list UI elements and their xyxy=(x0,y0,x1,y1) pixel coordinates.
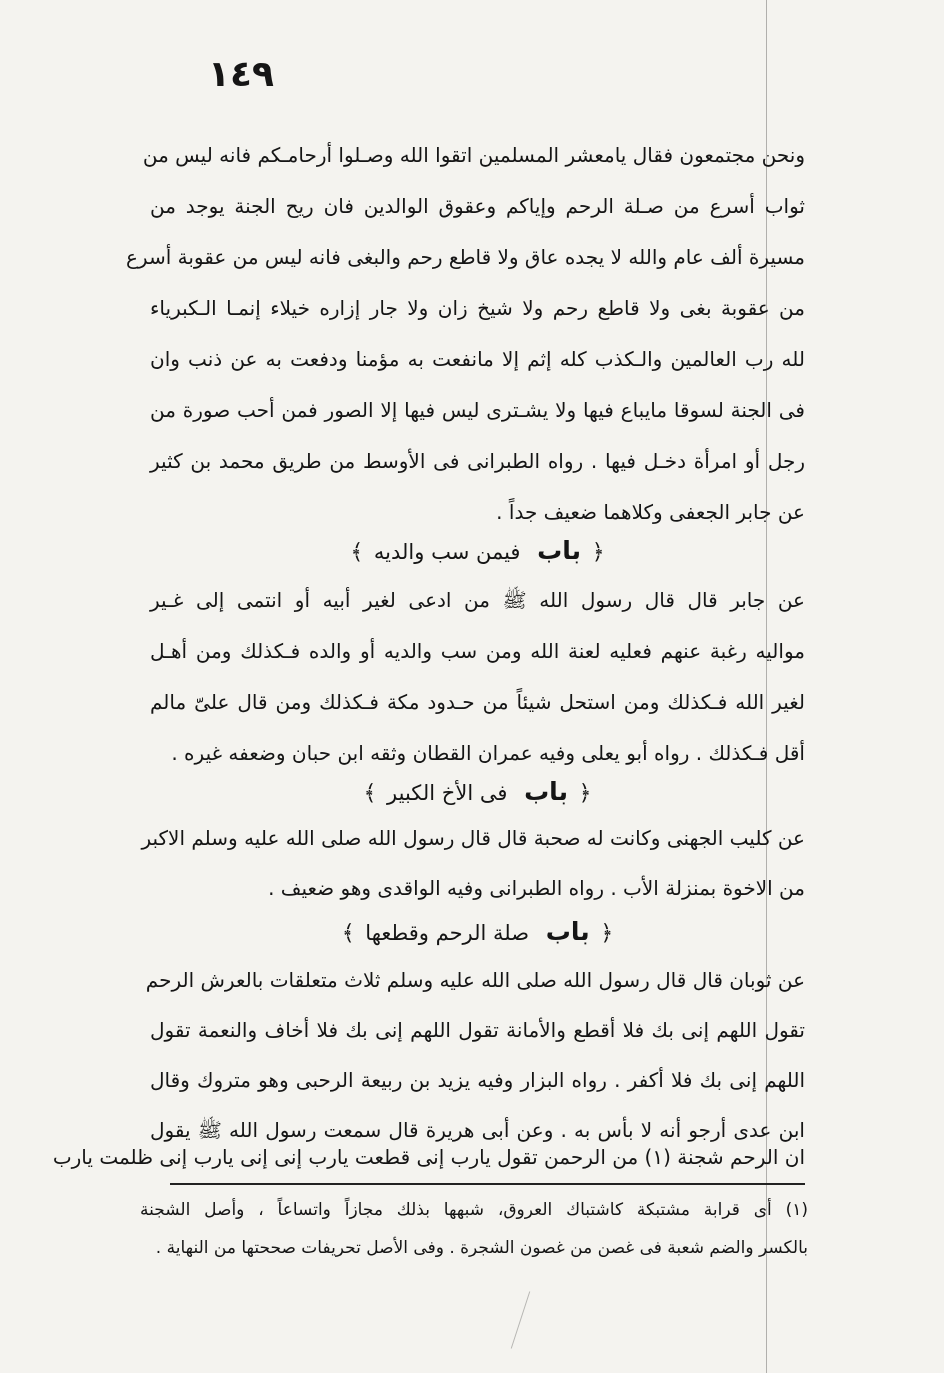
scan-mark xyxy=(511,1291,530,1348)
text-line: من الاخوة بمنزلة الأب . رواه الطبرانى وفيه الواقدى وهو ضعيف . xyxy=(268,876,805,900)
section-heading xyxy=(150,915,805,951)
heading-title: فى الأخ الكبير xyxy=(387,781,508,805)
text-line: عن كليب الجهنى وكانت له صحبة قال قال رسول الله صلى الله عليه وسلم الاكبر xyxy=(141,826,805,850)
text-line: ان الرحم شجنة (١) من الرحمن تقول يارب إنى قطعت يارب إنى إنى يارب إنى ظلمت يارب xyxy=(52,1145,805,1169)
text-line: عن جابر الجعفى وكلاهما ضعيف جداً . xyxy=(496,500,805,524)
footnote-line: (١) أى قرابة مشتبكة كاشتباك العروق، شبهها بذلك مجازاً واتساعاً ، وأصل الشجنة xyxy=(140,1200,808,1220)
text-line: أقل فـكذلك . رواه أبو يعلى وفيه عمران القطان وثقه ابن حبان وضعفه غيره . xyxy=(171,741,805,765)
heading-bracket-close: ﴾ xyxy=(341,921,355,946)
text-line: ونحن مجتمعون فقال يامعشر المسلمين اتقوا الله وصـلوا أرحامـكم فانه ليس من xyxy=(142,143,805,167)
text-line: رجل أو امرأة دخـل فيها . رواه الطبرانى فى الأوسط من طريق محمد بن كثير xyxy=(150,449,805,473)
text-line: لله رب العالمين والـكذب كله إثم إلا مانفعت به مؤمنا ودفعت به عن ذنب وان xyxy=(150,347,805,371)
heading-bab: باب xyxy=(524,777,568,806)
text-line: عن ثوبان قال قال رسول الله صلى الله عليه وسلم ثلاث متعلقات بالعرش الرحم xyxy=(145,968,805,992)
page-number: ١٤٩ xyxy=(208,54,274,95)
section-heading xyxy=(150,775,805,811)
heading-bracket-close: ﴾ xyxy=(350,540,364,565)
text-line: مواليه رغبة عنهم فعليه لعنة الله ومن سب والديه أو والده فـكذلك ومن أهـل xyxy=(150,639,805,663)
heading-bracket-open: ﴿ xyxy=(600,921,614,946)
text-line: ثواب أسرع من صـلة الرحم وإياكم وعقوق الوالدين فان ريح الجنة يوجد من xyxy=(150,194,805,218)
text-line: تقول اللهم إنى بك فلا أقطع والأمانة تقول اللهم إنى بك فلا أخاف والنعمة تقول xyxy=(150,1018,805,1042)
heading-bracket-open: ﴿ xyxy=(591,540,605,565)
text-line: لغير الله فـكذلك ومن استحل شيئاً من حـدود مكة فـكذلك ومن قال علىّ مالم xyxy=(150,690,805,714)
text-line: عن جابر قال قال رسول الله ﷺ من ادعى لغير أبيه أو انتمى إلى غـير xyxy=(150,588,805,612)
heading-bracket-open: ﴿ xyxy=(578,781,592,806)
heading-title: صلة الرحم وقطعها xyxy=(365,921,530,945)
text-line: مسيرة ألف عام والله لا يجده عاق ولا قاطع رحم والبغى فانه ليس من عقوبة أسرع xyxy=(125,245,805,269)
heading-bab: باب xyxy=(545,917,590,946)
footnote-line: بالكسر والضم شعبة فى غصن من غصون الشجرة . وفى الأصل تحريفات صححتها من النهاية . xyxy=(155,1238,808,1258)
section-heading xyxy=(150,534,805,570)
text-line: فى الجنة لسوقا مايباع فيها ولا يشـترى ليس فيها إلا الصور فمن أحب صورة من xyxy=(150,398,805,422)
text-line: من عقوبة بغى ولا قاطع رحم ولا شيخ زان ولا جار إزاره خيلاء إنمـا الـكبرياء xyxy=(150,296,805,320)
text-line: ابن عدى أرجو أنه لا بأس به . وعن أبى هريرة قال سمعت رسول الله ﷺ يقول xyxy=(150,1118,805,1142)
heading-bracket-close: ﴾ xyxy=(363,781,377,806)
heading-title: فيمن سب والديه xyxy=(373,540,521,564)
heading-bab: باب xyxy=(537,536,582,565)
text-line: اللهم إنى بك فلا أكفر . رواه البزار وفيه يزيد بن ربيعة الرحبى وهو متروك وقال xyxy=(150,1068,805,1092)
footnote-separator xyxy=(170,1183,805,1185)
